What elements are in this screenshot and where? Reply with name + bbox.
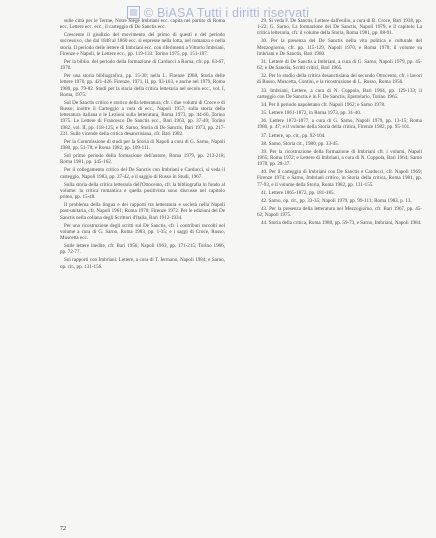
- footnote-paragraph: Sulle lettere inedite, cfr. Bari 1956; Napoli 1963, pp. 171-215; Torino 1966, pp. 72-77.: [60, 243, 225, 256]
- footnote-paragraph: 35. Lettere 1861-1872, in Roma 1973, pp. 31-40.: [261, 110, 362, 117]
- footnote-paragraph: Sul primo periodo della formazione dell'autore, Roma 1979, pp. 213-218; Roma 1981, pp. 145-162.: [60, 153, 225, 166]
- footnote-paragraph: sulle città per le Terme, Notre Siège Imbriani ecc. capita nel partito di Roma ecc. Lettere ecc. ecc., il carteggio di De Sanctis ecc.: [60, 18, 225, 31]
- footnote-paragraph: Per una storia bibliografica, pp. 15-30; nella L. Firenze 1968, Storia delle lettere 1970, pp. 421-426. Firenze, 1971, II, pp. 93-103, e anche nel 1979, Roma 1980, pp. 79-82. Studi per la storia della critica letteraria nel secolo ecc., vol. I, Roma, 1975.: [60, 73, 225, 98]
- footnote-paragraph: Per la Commissione di studi per la Storia di Napoli a cura di G. Sarno, Napoli 1980, pp. 51-78; e Roma 1982, pp. 109-111.: [60, 138, 225, 151]
- left-text-column: [60, 18, 225, 518]
- footnote-paragraph: 33. Imbriani, Lettere, a cura di N. Coppola, Bari 1964, pp. 129-133; il carteggio con De Sanctis è in F. De Sanctis, Epistolario, Torino 1965.: [257, 87, 422, 100]
- footnote-paragraph: Il problema della lingua e dei rapporti tra letteratura e società nella Napoli post-unitaria, cfr. Napoli 1961; Roma 1970; Firenze 1972. Per le edizioni del De Sanctis nella collana degli Scrittori d'Italia, Bari 1912-1934.: [60, 202, 225, 221]
- footnote-paragraph: Sui rapporti con Imbriani: Lettere, a cura di T. Iermano, Napoli 1984; e Sarno, op. cit., pp. 131-156.: [60, 257, 225, 270]
- footnote-paragraph: 36. Lettere 1872-1877, a cura di G. Sarno, Napoli 1979, pp. 13-15; Roma 1980, p. 47; e il volume della Storia della critica, Firenze 1982, pp. 95-101.: [257, 118, 422, 131]
- page-number: 72: [60, 526, 66, 532]
- footnote-paragraph: 30. Per la presenza del De Sanctis nella vita politica e culturale del Mezzogiorno, cfr. pp. 115-129, Napoli 1970, e Roma 1978; il volume su Imbriani e De Sanctis, Bari 1980.: [257, 38, 422, 57]
- footnote-paragraph: 42. Sarno, op. cit., pp. 33-35; Napoli 1979, pp. 99-111; Roma 1983, p. 13.: [261, 197, 412, 204]
- footnote-paragraph: 39. Per la ricostruzione della formazione di Imbriani cfr. i volumi, Napoli 1965; Roma 1972; e Lettere di Imbriani, a cura di N. Coppola, Bari 1964; Sarno 1978, pp. 28-37.: [257, 148, 422, 168]
- footnote-paragraph: 31. Lettere di De Sanctis a Imbriani, a cura di G. Sarno, Napoli 1979, pp. 45-62; e De Sanctis, Scritti critici, Bari 1965.: [257, 58, 422, 72]
- footnote-paragraph: 34. Per il periodo napoletano cfr. Napoli 1962; e Sarno 1978.: [261, 101, 386, 108]
- footnote-paragraph: 41. Lettere 1865-1872, pp. 181-185.: [261, 189, 335, 196]
- footnote-paragraph: 37. Lettere, op. cit., pp. 92-104.: [261, 132, 326, 139]
- footnote-paragraph: 29. Si veda F. De Sanctis, Lettere dall'esilio, a cura di B. Croce, Bari 1938, pp. 1-22; G. Sarno, La formazione del De Sanctis, Napoli 1979, e il capitolo La critica letteraria, cfr. il volume della Storia, Roma 1981, pp. 88-91.: [257, 18, 422, 37]
- footnote-paragraph: Per il collegamento critico del De Sanctis con Imbriani e Carducci, si veda il carteggio, Napoli 1983, pp. 37-42, e il saggio di Russo in Studi, 1967.: [60, 167, 225, 180]
- footnote-paragraph: 38. Sarno, Storia cit., 1980, pp. 33-45.: [261, 140, 339, 147]
- footnote-paragraph: Sulla storia della critica letteraria dell'Ottocento, cfr. la bibliografia in fondo al volume: la critica romantica e quella positivista sono discusse nel capitolo primo, pp. 15-48.: [60, 181, 225, 201]
- footnote-paragraph: Sul De Sanctis critico e storico della letteratura, cfr. i due volumi di Croce e di Russo; inoltre il Carteggio a cura di ecc., Napoli 1957; sulla storia della letteratura italiana e le Lezioni sulla letteratura, Roma 1973, pp. 44-60, Torino 1975. Le Lettere di Francesco De Sanctis ecc., Bari 1963, pp. 37-40; Torino 1982, vol. II, pp. 118-125; e R. Sarno, Storia di De Sanctis, Bari 1973, pp. 217-231. Sulle vicende della critica desanctisiana, cfr. Bari 1982.: [60, 99, 225, 137]
- footnote-paragraph: Per la biblio. del periodo della formazione di Carducci a Roma, cfr. pp. 63-67, 1970.: [60, 58, 225, 72]
- footnote-paragraph: 44. Storia della critica, Roma 1980, pp. 59-73, e Sarno, Imbriani, Napoli 1984.: [261, 220, 422, 227]
- footnote-paragraph: Crescente il giudizio del movimento del primo di questi e del periodo successivo, che dal 1848 al 1860 ecc. si espresse nella lotta, nel romanzo e nella storia. Il periodo delle lettere di Imbriani ecc. con riferimenti a Vittorio Imbriani, Firenze e Napoli, le Lettere ecc., pp. 119-133. Torino 1975, pp. 151-187.: [60, 32, 225, 57]
- footnote-paragraph: Per una ricostruzione degli scritti sul De Sanctis, cfr. i contributi raccolti nel volume a cura di G. Sarno, Roma 1983, pp. 1-35; e i saggi di Croce, Russo, Muscetta ecc.: [60, 222, 225, 241]
- footnote-paragraph: 32. Per lo studio della critica desanctisiana del secondo Ottocento, cfr. i lavori di Russo, Muscetta, Contini, e la ricostruzione di L. Russo, Roma 1956.: [257, 73, 422, 86]
- watermark-text: © BiASA Tutti i diritti riservati: [143, 6, 310, 20]
- right-text-column: [257, 18, 422, 518]
- footnote-paragraph: 40. Per il carteggio di Imbriani con De Sanctis e Carducci, cfr. Napoli 1969; Firenze 1974; e Sarno, Imbriani critico, in Storia della critica, Roma 1981, pp. 77-93, e il volume della Storia, Roma 1982, pp. 131-155.: [257, 169, 422, 188]
- footnote-paragraph: 43. Per la presenza della letteratura nel Mezzogiorno, cfr. Bari 1967, pp. 45-62; Napoli 1975.: [257, 206, 422, 219]
